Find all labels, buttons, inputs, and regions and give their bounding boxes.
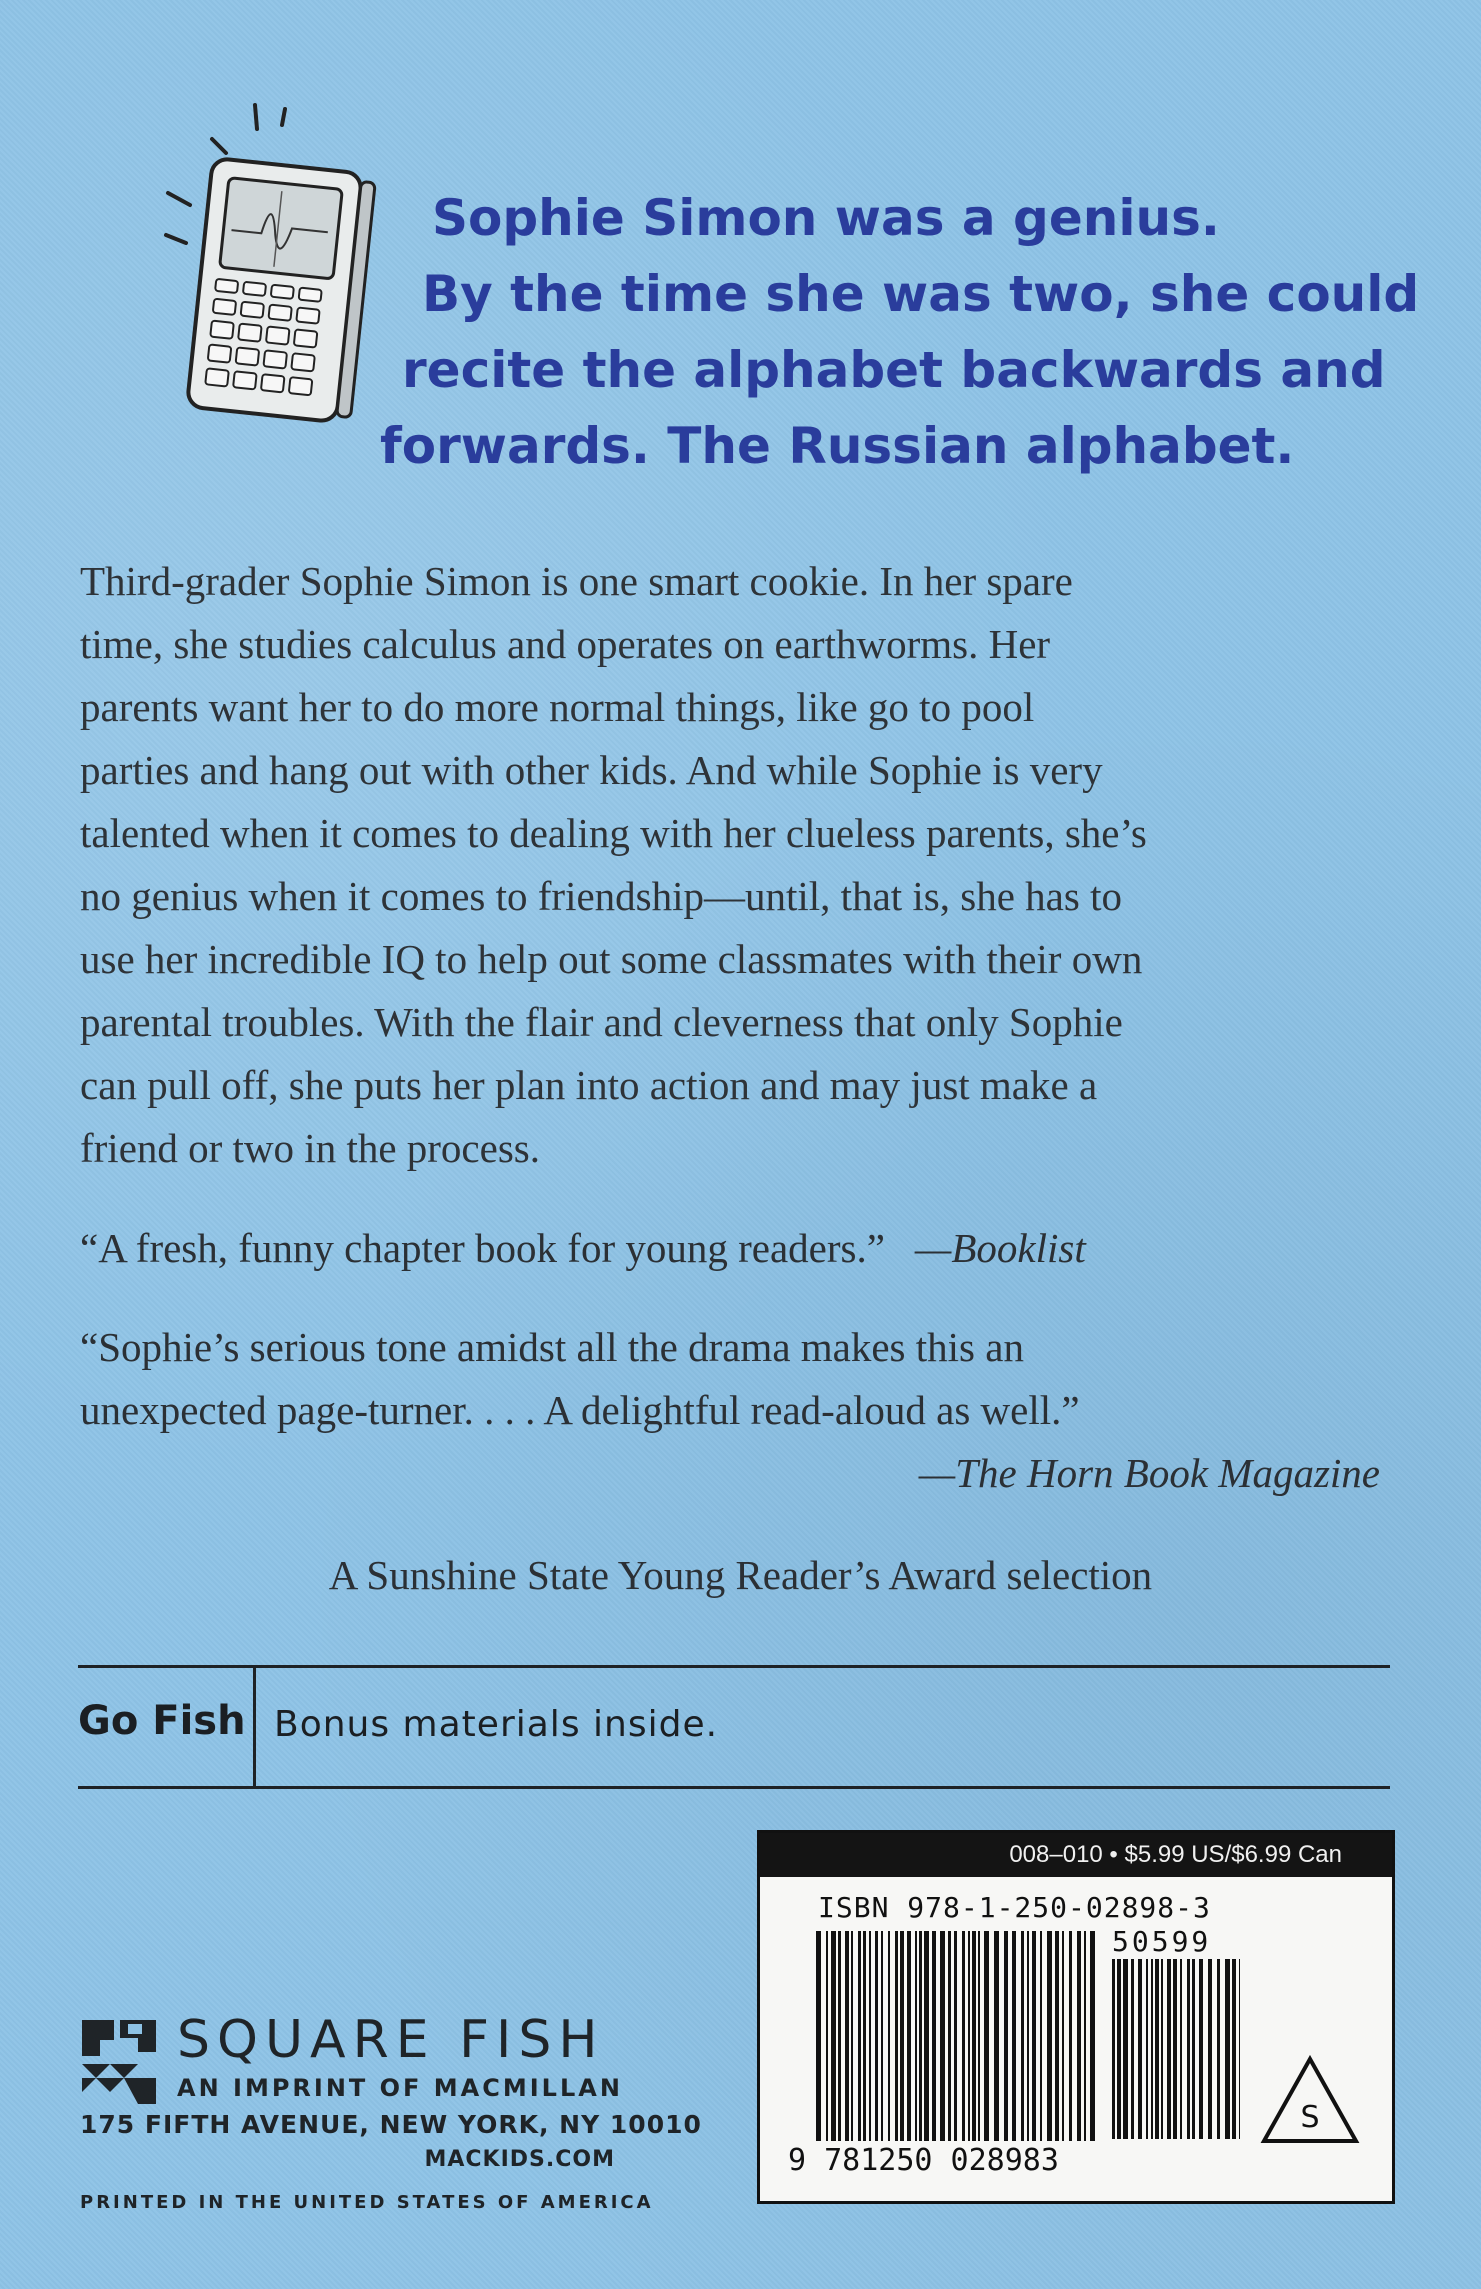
barcode-bar: [1077, 1931, 1081, 2141]
barcode-bar: [1012, 1931, 1016, 2141]
description-line: parties and hang out with other kids. And while Sophie is very: [80, 747, 1103, 793]
book-description: [80, 550, 1400, 1180]
barcode-bar: [1161, 1959, 1163, 2139]
barcode-bar: [1004, 1931, 1008, 2141]
square-fish-logo-icon: [80, 2018, 158, 2106]
barcode-bar: [858, 1931, 861, 2141]
barcode-bar: [1151, 1959, 1153, 2139]
barcode-digits: 9 781250 028983: [788, 2143, 1059, 2178]
barcode-bar: [984, 1931, 989, 2141]
barcode-bar: [1112, 1959, 1115, 2139]
barcode-bar: [875, 1931, 878, 2141]
barcode-bar: [1225, 1959, 1230, 2139]
barcode-bar: [1239, 1959, 1240, 2139]
barcode-bar: [1021, 1931, 1024, 2141]
description-line: no genius when it comes to friendship—until, that is, she has to: [80, 873, 1122, 919]
barcode-bar: [1217, 1959, 1220, 2139]
barcode-bar: [1167, 1959, 1171, 2139]
badge-letter: S: [1300, 2100, 1320, 2135]
square-fish-s-badge-icon: [1258, 2053, 1362, 2149]
isbn-text: ISBN 978-1-250-02898-3: [818, 1891, 1211, 1924]
hook-line: By the time she was two, she could: [422, 265, 1420, 323]
barcode-bar: [1069, 1931, 1072, 2141]
barcode-bar: [1055, 1931, 1059, 2141]
barcode-bar: [1047, 1931, 1052, 2141]
barcode-bar: [1131, 1959, 1134, 2139]
barcode-bar: [1192, 1959, 1195, 2139]
price-line: 008–010 • $5.99 US/$6.99 Can: [760, 1833, 1392, 1877]
go-fish-title: Go Fish: [78, 1698, 246, 1744]
addon-barcode: [1112, 1959, 1240, 2139]
description-line: can pull off, she puts her plan into action and may just make a: [80, 1062, 1098, 1108]
barcode-bar: [1032, 1931, 1036, 2141]
go-fish-subtitle: Bonus materials inside.: [274, 1704, 719, 1745]
barcode-bar: [1199, 1959, 1203, 2139]
description-line: talented when it comes to dealing with her clueless parents, she’s: [80, 810, 1147, 856]
barcode-bar: [1117, 1959, 1121, 2139]
barcode-bar: [1232, 1959, 1236, 2139]
barcode-bar: [1123, 1959, 1128, 2139]
barcode-bar: [924, 1931, 929, 2141]
publisher-website: MACKIDS.COM: [424, 2147, 615, 2172]
barcode-bar: [1090, 1931, 1095, 2141]
barcode-bar: [1187, 1959, 1190, 2139]
barcode-bar: [900, 1931, 904, 2141]
barcode-bar: [948, 1931, 951, 2141]
barcode-bar: [954, 1931, 957, 2141]
quote-text: “Sophie’s serious tone amidst all the drama makes this an: [80, 1324, 1024, 1370]
barcode-bar: [1146, 1959, 1148, 2139]
barcode-bar: [816, 1931, 821, 2141]
barcode-bar: [968, 1931, 970, 2141]
description-line: parental troubles. With the flair and cleverness that only Sophie: [80, 999, 1123, 1045]
hook-line: forwards. The Russian alphabet.: [380, 417, 1295, 475]
description-line: friend or two in the process.: [80, 1125, 540, 1171]
ean-barcode: [816, 1931, 1096, 2141]
barcode-bar: [888, 1931, 890, 2141]
barcode-bar: [915, 1931, 917, 2141]
barcode-bar: [919, 1931, 922, 2141]
barcode-bar: [1138, 1959, 1142, 2139]
barcode-bar: [869, 1931, 871, 2141]
publisher-imprint: AN IMPRINT OF MACMILLAN: [177, 2074, 623, 2102]
barcode-bar: [831, 1931, 836, 2141]
addon-number: 50599: [1112, 1925, 1212, 1958]
barcode-bar: [962, 1931, 965, 2141]
description-line: parents want her to do more normal things, like go to pool: [80, 684, 1035, 730]
description-line: Third-grader Sophie Simon is one smart cookie. In her spare: [80, 558, 1073, 604]
quote-source: —Booklist: [914, 1225, 1086, 1271]
barcode-bar: [1180, 1959, 1182, 2139]
barcode-bar: [845, 1931, 849, 2141]
barcode-bar: [940, 1931, 945, 2141]
hook-line: recite the alphabet backwards and: [402, 341, 1386, 399]
barcode-bar: [1208, 1959, 1212, 2139]
go-fish-divider: [253, 1668, 256, 1786]
barcode-bar: [1040, 1931, 1042, 2141]
barcode-bar: [932, 1931, 936, 2141]
barcode-bar: [972, 1931, 976, 2141]
quote-source: —The Horn Book Magazine: [918, 1450, 1380, 1496]
barcode-bar: [863, 1931, 866, 2141]
description-line: time, she studies calculus and operates on earthworms. Her: [80, 621, 1051, 667]
barcode-bar: [826, 1931, 828, 2141]
barcode-bar: [1173, 1959, 1177, 2139]
barcode-bar: [1084, 1931, 1086, 2141]
barcode-bar: [881, 1931, 883, 2141]
barcode-box: [757, 1830, 1395, 2204]
barcode-bar: [994, 1931, 999, 2141]
description-line: use her incredible IQ to help out some classmates with their own: [80, 936, 1143, 982]
hook-text: [340, 180, 1420, 484]
barcode-bar: [838, 1931, 841, 2141]
barcode-bar: [907, 1931, 911, 2141]
hook-line: Sophie Simon was a genius.: [432, 189, 1220, 247]
quote-text: “A fresh, funny chapter book for young readers.”: [80, 1225, 885, 1271]
publisher-address: 175 FIFTH AVENUE, NEW YORK, NY 10010: [80, 2110, 702, 2139]
go-fish-bar: [78, 1665, 1390, 1789]
review-quote-booklist: [80, 1217, 1400, 1280]
quote-text: unexpected page-turner. . . . A delightful read-aloud as well.”: [80, 1387, 1080, 1433]
printed-in-line: PRINTED IN THE UNITED STATES OF AMERICA: [80, 2192, 654, 2213]
barcode-bar: [1155, 1959, 1159, 2139]
award-line: A Sunshine State Young Reader’s Award selection: [328, 1552, 1153, 1598]
publisher-name: SQUARE FISH: [177, 2010, 605, 2070]
barcode-bar: [1062, 1931, 1064, 2141]
barcode-bar: [1027, 1931, 1029, 2141]
barcode-bar: [851, 1931, 853, 2141]
review-quote-horn-book: [80, 1316, 1380, 1505]
barcode-bar: [978, 1931, 980, 2141]
barcode-bar: [895, 1931, 898, 2141]
